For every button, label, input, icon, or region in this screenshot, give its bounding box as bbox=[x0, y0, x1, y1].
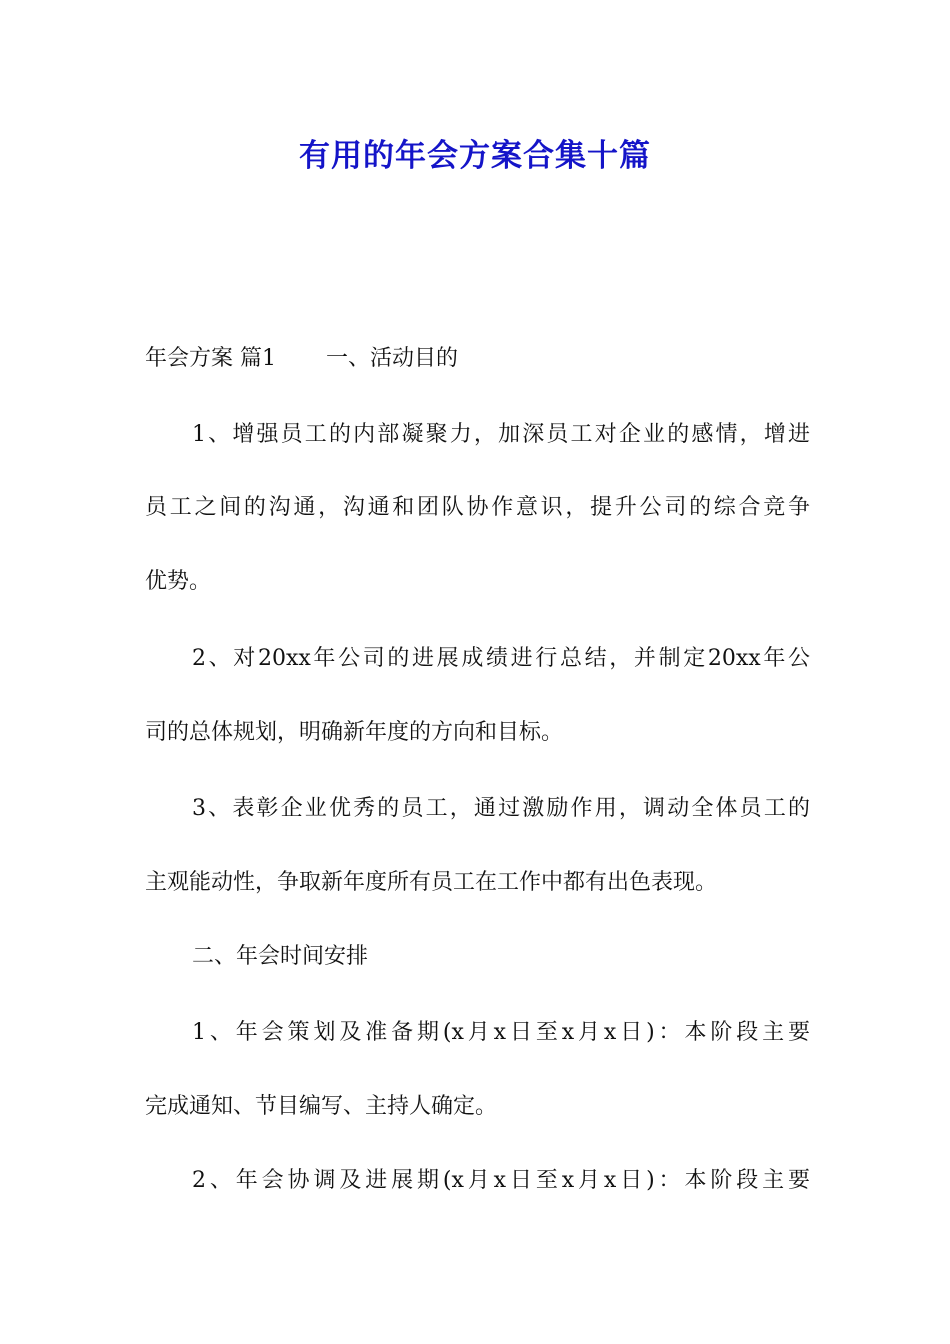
document-title: 有用的年会方案合集十篇 bbox=[299, 138, 651, 174]
paragraph-line: 主观能动性，争取新年度所有员工在工作中都有出色表现。 bbox=[145, 870, 718, 895]
section-label: 年会方案 篇1 bbox=[145, 346, 276, 371]
section-heading-2: 二、年会时间安排 bbox=[192, 944, 369, 969]
paragraph-line: 2、年会协调及进展期(x月x日至x月x日)：本阶段主要 bbox=[192, 1168, 810, 1193]
paragraph-line: 优势。 bbox=[145, 569, 212, 594]
paragraph-line: 完成通知、节目编写、主持人确定。 bbox=[145, 1094, 498, 1119]
paragraph-line: 3、表彰企业优秀的员工，通过激励作用，调动全体员工的 bbox=[192, 796, 810, 821]
section-heading: 一、活动目的 bbox=[326, 346, 459, 371]
paragraph-line: 1、增强员工的内部凝聚力，加深员工对企业的感情，增进 bbox=[192, 422, 810, 447]
section-header-line bbox=[145, 344, 810, 374]
paragraph-line: 2、对20xx年公司的进展成绩进行总结，并制定20xx年公 bbox=[192, 646, 810, 671]
paragraph-line: 1、年会策划及准备期(x月x日至x月x日)：本阶段主要 bbox=[192, 1020, 810, 1045]
paragraph-line: 员工之间的沟通，沟通和团队协作意识，提升公司的综合竞争 bbox=[145, 495, 810, 520]
paragraph-line: 司的总体规划，明确新年度的方向和目标。 bbox=[145, 720, 564, 745]
